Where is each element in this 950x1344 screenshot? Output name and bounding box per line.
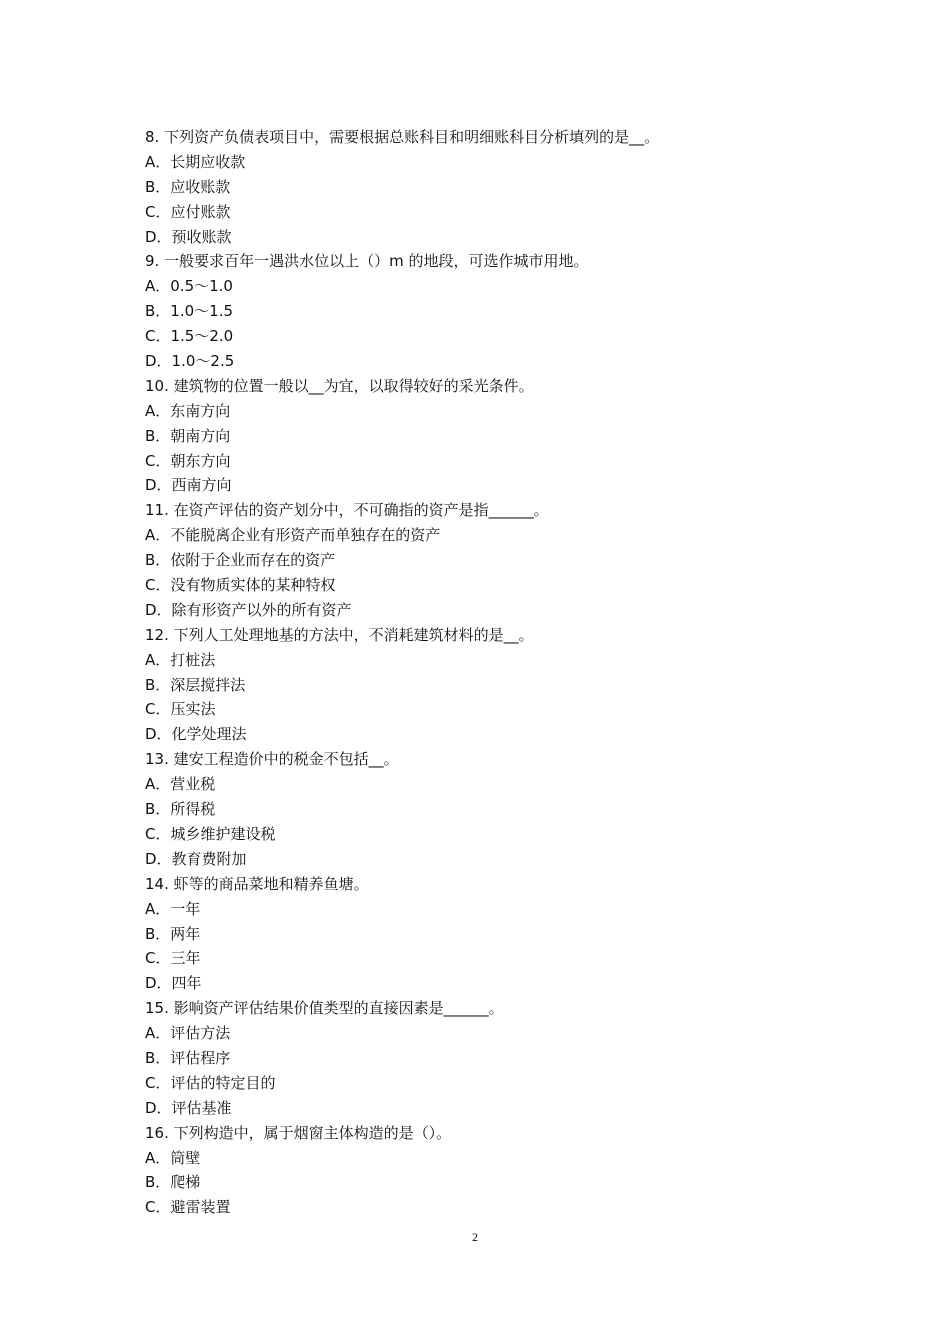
answer-option: D．化学处理法 <box>145 725 247 744</box>
question-block <box>145 996 825 1120</box>
question-text: 14. 虾等的商品菜地和精养鱼塘。 <box>145 874 369 893</box>
question-text: 13. 建安工程造价中的税金不包括__。 <box>145 750 399 769</box>
question-text: 16. 下列构造中，属于烟窗主体构造的是（）。 <box>145 1123 452 1142</box>
answer-option: C．没有物质实体的某种特权 <box>145 576 336 595</box>
question-text: 12. 下列人工处理地基的方法中，不消耗建筑材料的是__。 <box>145 625 534 644</box>
answer-option: B．深层搅拌法 <box>145 675 246 694</box>
answer-option: D．教育费附加 <box>145 849 247 868</box>
question-block <box>145 249 825 373</box>
answer-option: B．1.0～1.5 <box>145 302 234 321</box>
question-block <box>145 374 825 498</box>
answer-option: C．1.5～2.0 <box>145 327 234 346</box>
answer-option: B．所得税 <box>145 800 216 819</box>
question-text: 15. 影响资产评估结果价值类型的直接因素是______。 <box>145 999 504 1018</box>
question-text: 10. 建筑物的位置一般以__为宜，以取得较好的采光条件。 <box>145 376 534 395</box>
answer-option: C．应付账款 <box>145 202 231 221</box>
question-text: 8. 下列资产负债表项目中，需要根据总账科目和明细账科目分析填列的是__。 <box>145 128 660 146</box>
page-number: 2 <box>472 1230 478 1244</box>
answer-option: B．爬梯 <box>145 1173 201 1192</box>
answer-option: D．1.0～2.5 <box>145 352 235 371</box>
answer-option: A．0.5～1.0 <box>145 277 233 296</box>
question-block <box>145 623 825 747</box>
answer-option: A．东南方向 <box>145 401 231 420</box>
answer-option: B．两年 <box>145 924 201 943</box>
answer-option: D．除有形资产以外的所有资产 <box>145 600 352 619</box>
answer-option: B．依附于企业而存在的资产 <box>145 551 336 570</box>
question-text: 9. 一般要求百年一遇洪水位以上（）m 的地段，可选作城市用地。 <box>145 252 589 271</box>
answer-option: A．筒壁 <box>145 1148 201 1167</box>
answer-option: C．评估的特定目的 <box>145 1073 276 1092</box>
answer-option: C．三年 <box>145 949 201 968</box>
answer-option: C．城乡维护建设税 <box>145 824 276 843</box>
question-block <box>145 125 825 249</box>
question-text: 11. 在资产评估的资产划分中，不可确指的资产是指______。 <box>145 501 549 520</box>
answer-option: A．营业税 <box>145 775 216 794</box>
answer-option: B．评估程序 <box>145 1048 231 1067</box>
answer-option: D．评估基准 <box>145 1098 232 1117</box>
question-block <box>145 872 825 996</box>
answer-option: A．不能脱离企业有形资产而单独存在的资产 <box>145 526 441 545</box>
answer-option: D．西南方向 <box>145 476 232 495</box>
answer-option: C．避雷装置 <box>145 1198 231 1217</box>
answer-option: A．一年 <box>145 899 201 918</box>
question-block <box>145 747 825 871</box>
answer-option: A．长期应收款 <box>145 152 246 171</box>
answer-option: B．朝南方向 <box>145 426 231 445</box>
question-list <box>145 125 825 1220</box>
answer-option: C．压实法 <box>145 700 216 719</box>
answer-option: A．评估方法 <box>145 1024 231 1043</box>
answer-option: B．应收账款 <box>145 177 231 196</box>
answer-option: D．四年 <box>145 974 202 993</box>
answer-option: A．打桩法 <box>145 650 216 669</box>
answer-option: C．朝东方向 <box>145 451 231 470</box>
question-block <box>145 498 825 622</box>
question-block <box>145 1121 825 1221</box>
answer-option: D．预收账款 <box>145 227 232 246</box>
